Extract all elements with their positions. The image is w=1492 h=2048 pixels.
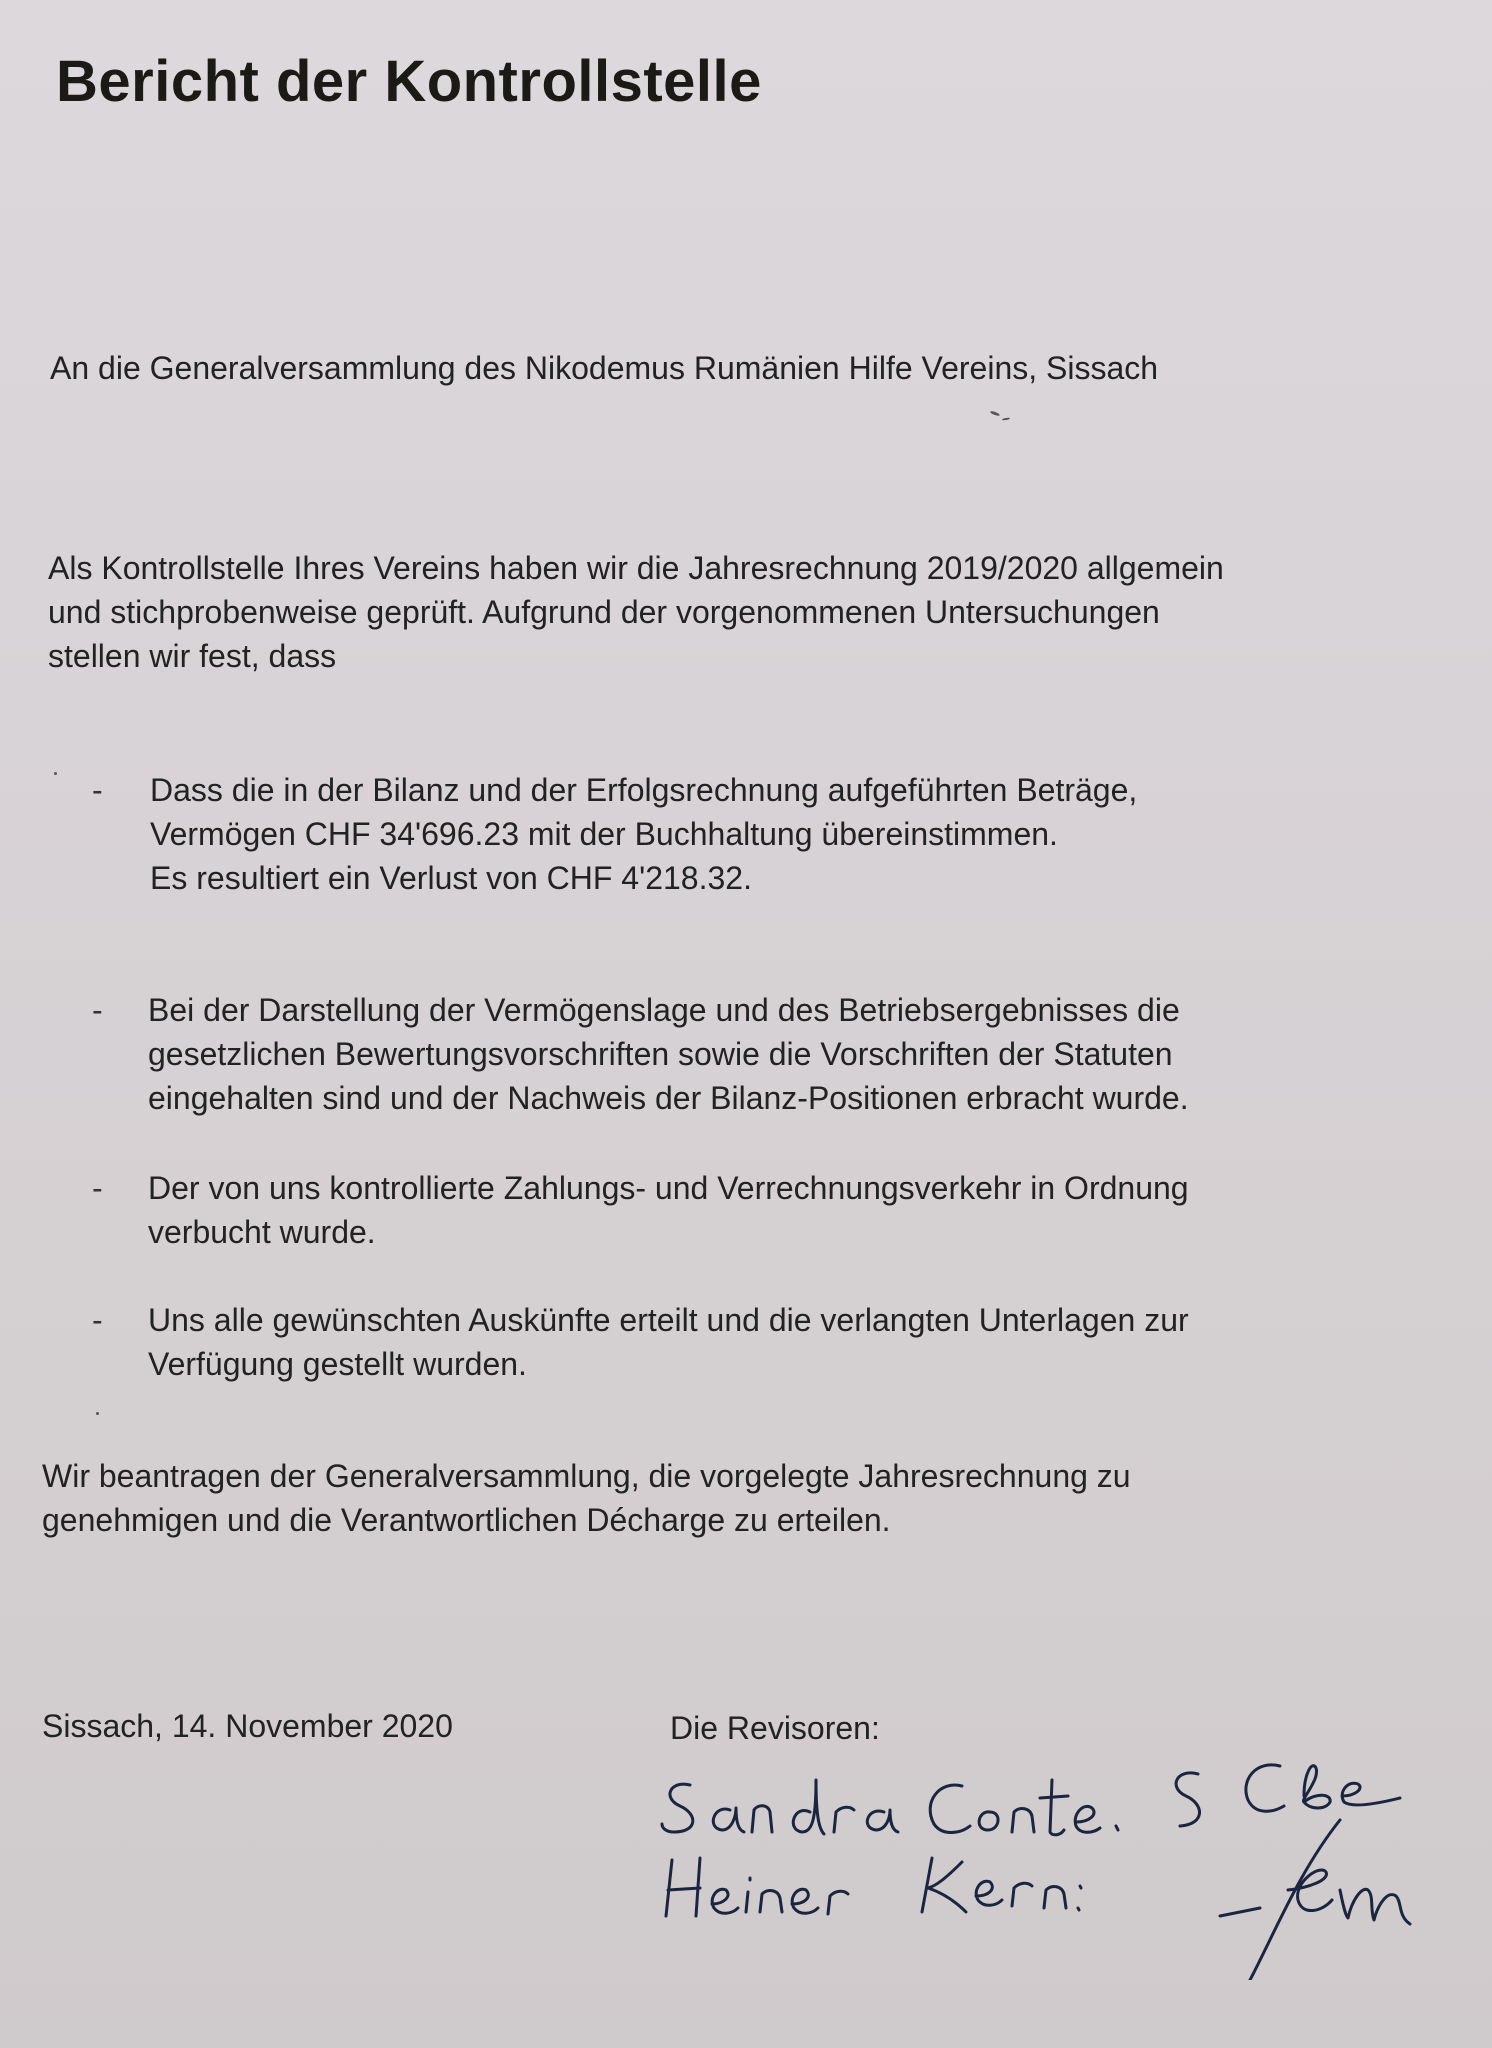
paper-mark: [1002, 417, 1010, 420]
finding-item-1: [150, 768, 1137, 900]
addressee-line: An die Generalversammlung des Nikodemus Rumänien Hilfe Vereins, Sissach: [50, 350, 1159, 386]
bullet-marker: -: [92, 992, 103, 1028]
closing-paragraph: [42, 1454, 1442, 1542]
bullet-marker: -: [92, 772, 103, 808]
finding-item-4: [148, 1298, 1189, 1386]
place-date: Sissach, 14. November 2020: [42, 1708, 453, 1744]
intro-line: stellen wir fest, dass: [48, 638, 337, 674]
finding-line: Vermögen CHF 34'696.23 mit der Buchhaltung übereinstimmen.: [150, 816, 1058, 852]
intro-line: Als Kontrollstelle Ihres Vereins haben wir die Jahresrechnung 2019/2020 allgemein: [48, 550, 1224, 586]
bullet-marker: -: [92, 1302, 103, 1338]
revisors-label: Die Revisoren:: [670, 1710, 880, 1746]
finding-item-2: [148, 988, 1189, 1120]
finding-line: Dass die in der Bilanz und der Erfolgsrechnung aufgeführten Beträge,: [150, 772, 1138, 808]
closing-line: Wir beantragen der Generalversammlung, die vorgelegte Jahresrechnung zu: [42, 1458, 1131, 1494]
intro-line: und stichprobenweise geprüft. Aufgrund der vorgenommenen Untersuchungen: [48, 594, 1160, 630]
finding-line: Es resultiert ein Verlust von CHF 4'218.32.: [150, 860, 752, 896]
paper-mark: [54, 772, 57, 775]
signature-ink: [640, 1740, 1440, 1980]
finding-line: Der von uns kontrollierte Zahlungs- und Verrechnungsverkehr in Ordnung: [148, 1170, 1189, 1206]
finding-line: Verfügung gestellt wurden.: [148, 1346, 527, 1382]
document-title: Bericht der Kontrollstelle: [56, 49, 762, 114]
finding-line: gesetzlichen Bewertungsvorschriften sowie die Vorschriften der Statuten: [148, 1036, 1173, 1072]
finding-line: Bei der Darstellung der Vermögenslage und des Betriebsergebnisses die: [148, 992, 1180, 1028]
bullet-marker: -: [92, 1170, 103, 1206]
paper-mark: [96, 1412, 99, 1415]
paper-mark: [990, 410, 1000, 416]
closing-line: genehmigen und die Verantwortlichen Décharge zu erteilen.: [42, 1502, 891, 1538]
finding-line: Uns alle gewünschten Auskünfte erteilt und die verlangten Unterlagen zur: [148, 1302, 1189, 1338]
finding-item-3: [148, 1166, 1189, 1254]
finding-line: verbucht wurde.: [148, 1214, 376, 1250]
handwritten-signatures: [640, 1740, 1440, 1980]
finding-line: eingehalten sind und der Nachweis der Bilanz-Positionen erbracht wurde.: [148, 1080, 1189, 1116]
intro-paragraph: [48, 546, 1448, 678]
